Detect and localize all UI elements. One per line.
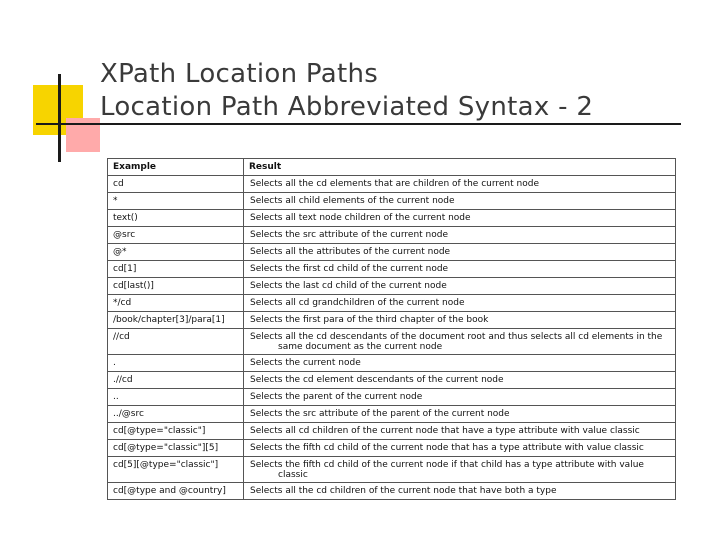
result-cell: [244, 457, 676, 483]
title-line-1: XPath Location Paths: [100, 59, 379, 89]
example-cell: cd[@type="classic"][5]: [108, 440, 244, 457]
table-row: [108, 329, 676, 355]
result-text: Selects the fifth cd child of the current node if that child has a type attribute with value: [250, 460, 644, 470]
header-example: Example: [108, 159, 244, 176]
result-cell: Selects the first cd child of the current node: [244, 261, 676, 278]
table-row: [108, 295, 676, 312]
result-cell: Selects all child elements of the current node: [244, 193, 676, 210]
result-cell: Selects all text node children of the current node: [244, 210, 676, 227]
example-cell: //cd: [108, 329, 244, 355]
table-row: [108, 483, 676, 500]
result-cell: Selects the parent of the current node: [244, 389, 676, 406]
result-cell: [244, 329, 676, 355]
example-cell: text(): [108, 210, 244, 227]
table-row: [108, 457, 676, 483]
result-cell: Selects the last cd child of the current node: [244, 278, 676, 295]
example-cell: cd[1]: [108, 261, 244, 278]
slide-title: [100, 58, 593, 124]
decor-vertical-line: [58, 74, 61, 162]
example-cell: cd: [108, 176, 244, 193]
example-cell: cd[last()]: [108, 278, 244, 295]
table-row: [108, 244, 676, 261]
result-cell: Selects the src attribute of the parent of the current node: [244, 406, 676, 423]
table-row: [108, 261, 676, 278]
header-result: Result: [244, 159, 676, 176]
table-row: [108, 355, 676, 372]
result-cell: Selects all cd grandchildren of the current node: [244, 295, 676, 312]
result-cell: Selects the src attribute of the current node: [244, 227, 676, 244]
example-cell: ../@src: [108, 406, 244, 423]
example-cell: /book/chapter[3]/para[1]: [108, 312, 244, 329]
result-cell: Selects all cd children of the current node that have a type attribute with value classic: [244, 423, 676, 440]
table-row: [108, 176, 676, 193]
result-text-continued: same document as the current node: [278, 342, 443, 352]
result-text-continued: classic: [278, 470, 308, 480]
result-cell: Selects all the cd children of the current node that have both a type: [244, 483, 676, 500]
table-row: [108, 312, 676, 329]
table-row: [108, 210, 676, 227]
table-row: [108, 406, 676, 423]
result-cell: Selects the current node: [244, 355, 676, 372]
xpath-syntax-table: [107, 158, 676, 500]
result-cell: Selects all the cd elements that are children of the current node: [244, 176, 676, 193]
title-line-2: Location Path Abbreviated Syntax - 2: [100, 92, 594, 122]
example-cell: ..: [108, 389, 244, 406]
example-cell: @src: [108, 227, 244, 244]
table-row: [108, 389, 676, 406]
example-cell: cd[@type="classic"]: [108, 423, 244, 440]
result-cell: Selects the fifth cd child of the current node that has a type attribute with value classic: [244, 440, 676, 457]
table-row: [108, 227, 676, 244]
result-text: Selects all the cd descendants of the document root and thus selects all cd elements in the: [250, 332, 663, 342]
example-cell: *: [108, 193, 244, 210]
result-cell: Selects all the attributes of the current node: [244, 244, 676, 261]
example-cell: @*: [108, 244, 244, 261]
example-cell: cd[@type and @country]: [108, 483, 244, 500]
example-cell: .: [108, 355, 244, 372]
table-row: [108, 423, 676, 440]
example-cell: */cd: [108, 295, 244, 312]
table-row: [108, 372, 676, 389]
table-header-row: [108, 159, 676, 176]
example-cell: .//cd: [108, 372, 244, 389]
table-row: [108, 278, 676, 295]
table-row: [108, 440, 676, 457]
table-row: [108, 193, 676, 210]
result-cell: Selects the cd element descendants of the current node: [244, 372, 676, 389]
result-cell: Selects the first para of the third chapter of the book: [244, 312, 676, 329]
example-cell: cd[5][@type="classic"]: [108, 457, 244, 483]
